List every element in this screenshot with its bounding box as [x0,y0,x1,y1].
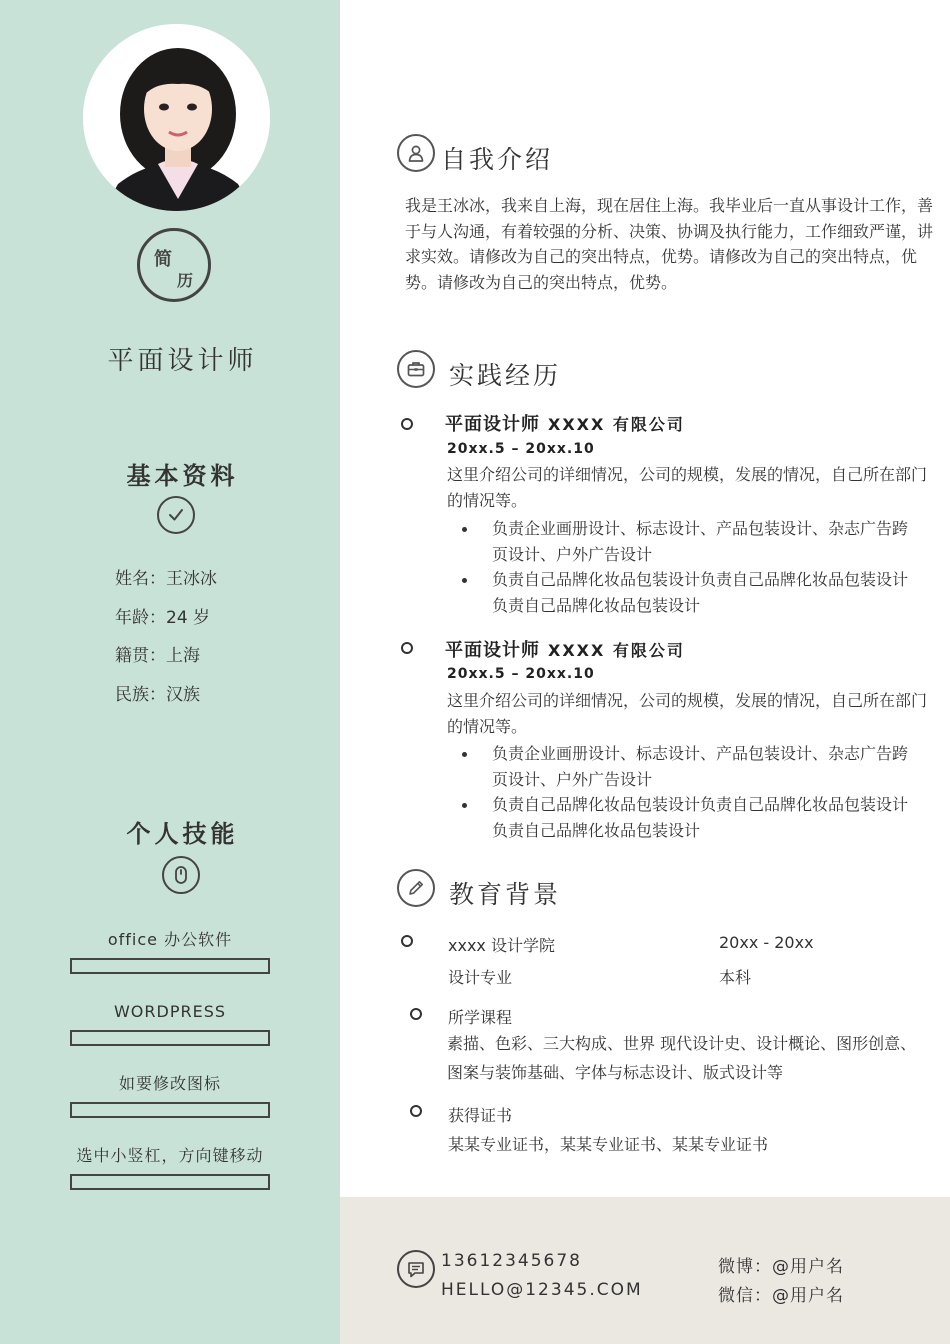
profile-photo [83,24,270,211]
exp-title [445,410,685,436]
skill-bar[interactable] [70,1030,270,1046]
exp-duty: 负责企业画册设计、标志设计、产品包装设计、杂志广告跨页设计、户外广告设计 [462,741,917,792]
briefcase-icon [397,350,435,388]
avatar [83,24,270,211]
skill-bar[interactable] [70,1174,270,1190]
exp-description: 这里介绍公司的详细情况，公司的规模，发展的情况，自己所在部门的情况等。 [447,691,928,736]
experience-title: 实践经历 [449,361,562,390]
education-title: 教育背景 [449,880,562,909]
timeline-dot [410,1008,422,1020]
skill-label: office 办公软件 [107,930,233,949]
exp-role: 平面设计师 [445,414,540,435]
skill-item [70,1001,270,1046]
info-hometown: 籍贯：上海 [115,646,200,666]
skills-heading: 个人技能 [126,820,239,848]
user-icon [397,134,435,172]
exp-date: 20xx.5 – 20xx.10 [447,441,595,457]
exp-company: XXXX 有限公司 [548,641,685,660]
exp-duty: 负责自己品牌化妆品包装设计负责自己品牌化妆品包装设计负责自己品牌化妆品包装设计 [462,567,917,618]
exp-role: 平面设计师 [445,640,540,661]
basic-info-list [115,565,217,719]
edu-degree: 本科 [719,968,752,987]
contact-email: HELLO@12345.COM [441,1280,643,1300]
skill-label: WORDPRESS [113,1002,227,1021]
mouse-icon [162,856,200,894]
exp-duties [462,741,917,843]
contact-weibo: 微博：@用户名 [718,1257,844,1277]
skill-item [70,1145,270,1190]
exp-duty: 负责自己品牌化妆品包装设计负责自己品牌化妆品包装设计负责自己品牌化妆品包装设计 [462,792,917,843]
timeline-dot [410,1105,422,1117]
timeline-dot [401,418,413,430]
exp-date: 20xx.5 – 20xx.10 [447,666,595,682]
resume-stamp [137,228,211,302]
skill-item [70,929,270,974]
skill-item [70,1073,270,1118]
contact-phone: 13612345678 [441,1251,582,1271]
edu-period: 20xx - 20xx [719,933,814,952]
timeline-dot [401,642,413,654]
job-title: 平面设计师 [107,346,258,376]
skill-bar[interactable] [70,1102,270,1118]
exp-company: XXXX 有限公司 [548,415,685,434]
exp-duties [462,516,917,618]
skill-label: 选中小竖杠，方向键移动 [76,1146,264,1165]
timeline-dot [401,935,413,947]
certs-label: 获得证书 [448,1106,513,1125]
skill-label: 如要修改图标 [118,1074,221,1093]
exp-title [445,636,685,662]
intro-title: 自我介绍 [441,145,554,174]
exp-description: 这里介绍公司的详细情况，公司的规模，发展的情况，自己所在部门的情况等。 [447,465,928,510]
intro-text: 我是王冰冰，我来自上海，现在居住上海。我毕业后一直从事设计工作，善于与人沟通，有着较强的分析、决策、协调及执行能力，工作细致严谨，讲求实效。请修改为自己的突出特点，优势。请修改为自己的突出特点，优势。请修改为自己的突出特点，优势。 [405,196,934,292]
edu-major: 设计专业 [448,968,513,987]
info-name: 姓名：王冰冰 [115,569,217,589]
info-ethnicity: 民族：汉族 [115,684,200,705]
courses-label: 所学课程 [448,1008,513,1027]
edu-school: xxxx 设计学院 [448,936,555,955]
info-age: 年龄：24 岁 [115,607,211,628]
courses-text: 素描、色彩、三大构成、世界 现代设计史、设计概论、图形创意、图案与装饰基础、字体与标志设计、版式设计等 [447,1034,917,1082]
certs-text: 某某专业证书，某某专业证书、某某专业证书 [448,1135,769,1154]
stamp-char-1: 简 [154,249,172,270]
exp-duty: 负责企业画册设计、标志设计、产品包装设计、杂志广告跨页设计、户外广告设计 [462,516,917,567]
pencil-icon [397,869,435,907]
stamp-char-2: 历 [177,271,194,290]
contact-wechat: 微信：@用户名 [718,1286,844,1306]
checkmark-icon [157,496,195,534]
message-icon [397,1250,435,1288]
skill-bar[interactable] [70,958,270,974]
basic-info-heading: 基本资料 [126,462,239,490]
